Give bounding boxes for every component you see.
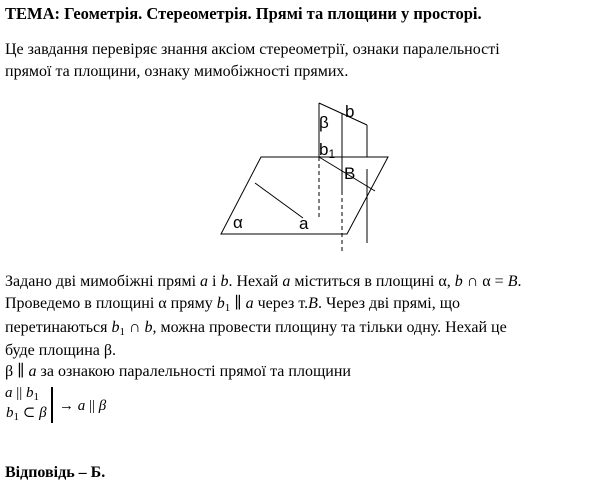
- label-b1: b1: [319, 140, 336, 161]
- system-result: → a || β: [59, 398, 107, 414]
- label-alpha: α: [233, 213, 243, 232]
- system-row-2: $b_1$ ⊂ β: [6, 405, 47, 423]
- topic-title: ТЕМА: Геометрія. Стереометрія. Прямі та площини у просторі.: [5, 4, 482, 23]
- line-a: [255, 183, 303, 218]
- label-a: a: [299, 214, 309, 233]
- system-bracket: [51, 387, 53, 423]
- answer: Відповідь – Б.: [5, 464, 106, 481]
- system-row-1: a || $b_1$: [5, 385, 40, 403]
- stereometry-figure: [215, 95, 395, 265]
- intro-line-1: Це завдання перевіряє знання аксіом стереометрії, ознаки паралельності: [5, 41, 500, 58]
- solution-line-5: β ∥ a за ознакою паралельності прямої та площини: [5, 363, 351, 380]
- label-b: b: [345, 102, 355, 121]
- solution-line-1: Задано дві мимобіжні прямі a і b. Нехай a міститься в площині α, b ∩ α = B.: [5, 273, 522, 290]
- label-B: B: [344, 164, 356, 183]
- solution-line-3: перетинаються $b_1$ ∩ b, можна провести площину та тільки одну. Нехай це: [5, 319, 507, 338]
- label-beta: β: [319, 113, 329, 132]
- solution-line-2: Проведемо в площині α пряму $b_1$ ∥ a через т.B. Через дві прямі, що: [5, 295, 461, 314]
- intro-line-2: прямої та площини, ознаку мимобіжності прямих.: [5, 63, 349, 80]
- solution-line-4: буде площина β.: [5, 342, 116, 359]
